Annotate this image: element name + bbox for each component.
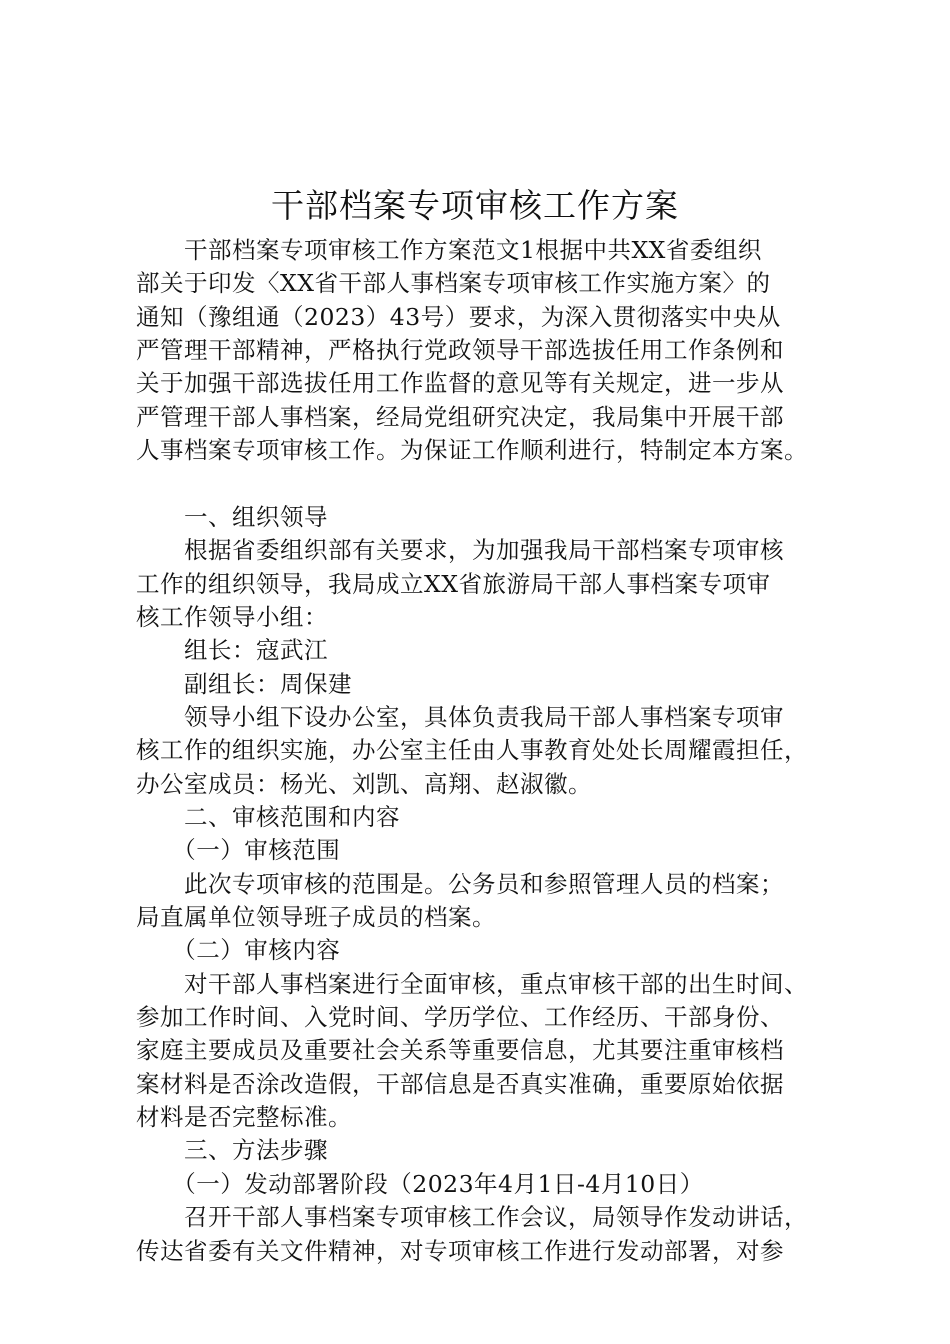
body-line: 二、审核范围和内容 — [136, 803, 400, 831]
body-line: 人事档案专项审核工作。为保证工作顺利进行，特制定本方案。 — [136, 436, 808, 464]
body-line: 核工作领导小组： — [136, 603, 328, 631]
body-line: 核工作的组织实施，办公室主任由人事教育处处长周耀霞担任， — [136, 736, 808, 764]
body-line: 此次专项审核的范围是。公务员和参照管理人员的档案； — [136, 870, 784, 898]
body-line: （二）审核内容 — [136, 936, 341, 964]
document-title: 干部档案专项审核工作方案 — [271, 186, 679, 225]
body-line: 根据省委组织部有关要求，为加强我局干部档案专项审核 — [136, 536, 784, 564]
body-line: 三、方法步骤 — [136, 1136, 328, 1164]
body-line: 召开干部人事档案专项审核工作会议，局领导作发动讲话， — [136, 1203, 808, 1231]
body-line: 严管理干部人事档案，经局党组研究决定，我局集中开展干部 — [136, 403, 784, 431]
body-line: 组长：寇武江 — [136, 636, 328, 664]
body-line: （一）发动部署阶段（2023年4月1日-4月10日） — [136, 1170, 704, 1198]
body-line: 传达省委有关文件精神，对专项审核工作进行发动部署，对参 — [136, 1237, 784, 1265]
body-line: 局直属单位领导班子成员的档案。 — [136, 903, 496, 931]
body-line: 一、组织领导 — [136, 503, 328, 531]
body-line: 参加工作时间、入党时间、学历学位、工作经历、干部身份、 — [136, 1003, 784, 1031]
body-line: 案材料是否涂改造假，干部信息是否真实准确，重要原始依据 — [136, 1070, 784, 1098]
body-line: （一）审核范围 — [136, 836, 341, 864]
body-line: 材料是否完整标准。 — [136, 1103, 352, 1131]
body-line: 工作的组织领导，我局成立XX省旅游局干部人事档案专项审 — [136, 570, 771, 598]
body-line: 对干部人事档案进行全面审核，重点审核干部的出生时间、 — [136, 970, 808, 998]
body-line: 办公室成员：杨光、刘凯、高翔、赵淑徽。 — [136, 770, 592, 798]
body-line: 通知（豫组通（2023）43号）要求，为深入贯彻落实中央从 — [136, 303, 781, 331]
blank-line — [136, 467, 856, 500]
body-line: 家庭主要成员及重要社会关系等重要信息，尤其要注重审核档 — [136, 1036, 784, 1064]
body-line: 干部档案专项审核工作方案范文1根据中共XX省委组织 — [136, 236, 762, 264]
body-line: 副组长：周保建 — [136, 670, 352, 698]
body-line: 领导小组下设办公室，具体负责我局干部人事档案专项审 — [136, 703, 784, 731]
body-line: 严管理干部精神，严格执行党政领导干部选拔任用工作条例和 — [136, 336, 784, 364]
body-line: 关于加强干部选拔任用工作监督的意见等有关规定，进一步从 — [136, 369, 784, 397]
body-line: 部关于印发〈XX省干部人事档案专项审核工作实施方案〉的 — [136, 269, 771, 297]
